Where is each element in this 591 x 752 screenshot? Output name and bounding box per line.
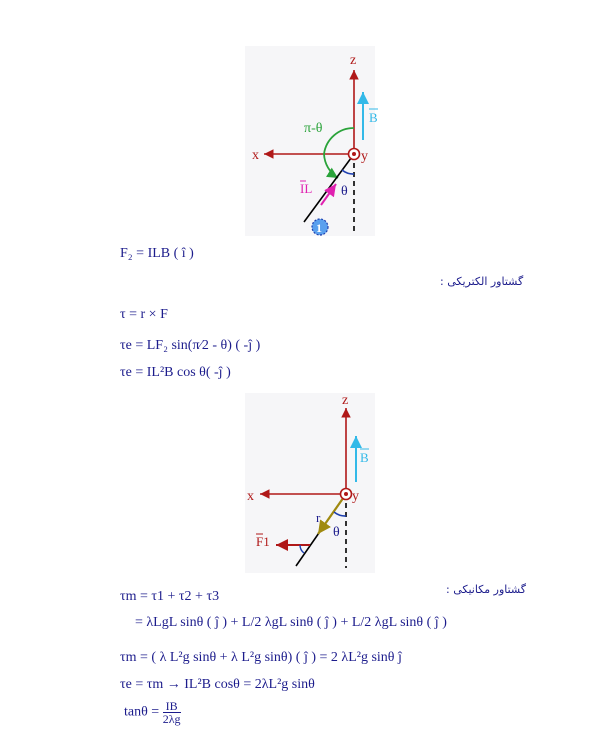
eq-tan-numerator: IB xyxy=(163,700,181,713)
eq-tan-denominator: 2λg xyxy=(162,712,181,726)
theta-arc xyxy=(342,170,354,174)
origin-dot xyxy=(352,152,356,156)
figure2-diagram xyxy=(245,393,375,573)
y-label-2: y xyxy=(352,489,359,504)
eq-tau-def: τ = r × F xyxy=(120,307,168,322)
marker-label: 1 xyxy=(316,221,322,235)
r-vector xyxy=(318,494,346,534)
eq-tau-m-sum: τm = τ1 + τ2 + τ3 xyxy=(120,589,220,604)
eq-tan xyxy=(124,700,181,725)
theta-label: θ xyxy=(341,184,348,199)
eq-tau-e2: τe = IL²B cos θ( -ĵ ) xyxy=(120,365,231,380)
eq-tan-lhs: tanθ = xyxy=(124,704,160,720)
r-label: r xyxy=(316,510,321,525)
origin-dot-2 xyxy=(344,492,348,496)
b-label-2: B xyxy=(360,450,369,465)
eq-balance: τe = τm → IL²B cosθ = 2λL²g sinθ xyxy=(120,677,315,692)
f1-angle-arc xyxy=(300,545,304,553)
figure1-diagram xyxy=(245,46,378,236)
eq-tau-m-simplify: τm = ( λ L²g sinθ + λ L²g sinθ) ( ĵ ) = 2 λL²g sinθ ĵ xyxy=(120,650,402,665)
theta-label-2: θ xyxy=(333,525,340,540)
eq-tan-fraction xyxy=(163,700,181,725)
il-label: IL xyxy=(300,181,313,196)
eq-f2: F₂ = ILB ( î ) xyxy=(120,246,194,261)
x-label-2: x xyxy=(247,489,254,504)
pi-minus-theta-label: π-θ xyxy=(304,121,323,136)
eq-tau-e1: τe = LF₂ sin(π⁄2 - θ) ( -ĵ ) xyxy=(120,338,261,353)
f1-label: F1 xyxy=(256,534,270,549)
b-label: B xyxy=(369,110,378,125)
y-label: y xyxy=(361,149,368,164)
z-label-2: z xyxy=(342,393,349,408)
eq-tau-m-expand: = λLgL sinθ ( ĵ ) + L/2 λgL sinθ ( ĵ ) + L/2 λgL sinθ ( ĵ ) xyxy=(135,615,447,630)
heading-electric: گشتاور الکتریکی : xyxy=(440,275,524,288)
heading-mechanical: گشتاور مکانیکی : xyxy=(446,583,526,596)
z-label: z xyxy=(350,53,357,68)
x-label: x xyxy=(252,148,259,163)
theta-arc-2 xyxy=(334,512,346,516)
